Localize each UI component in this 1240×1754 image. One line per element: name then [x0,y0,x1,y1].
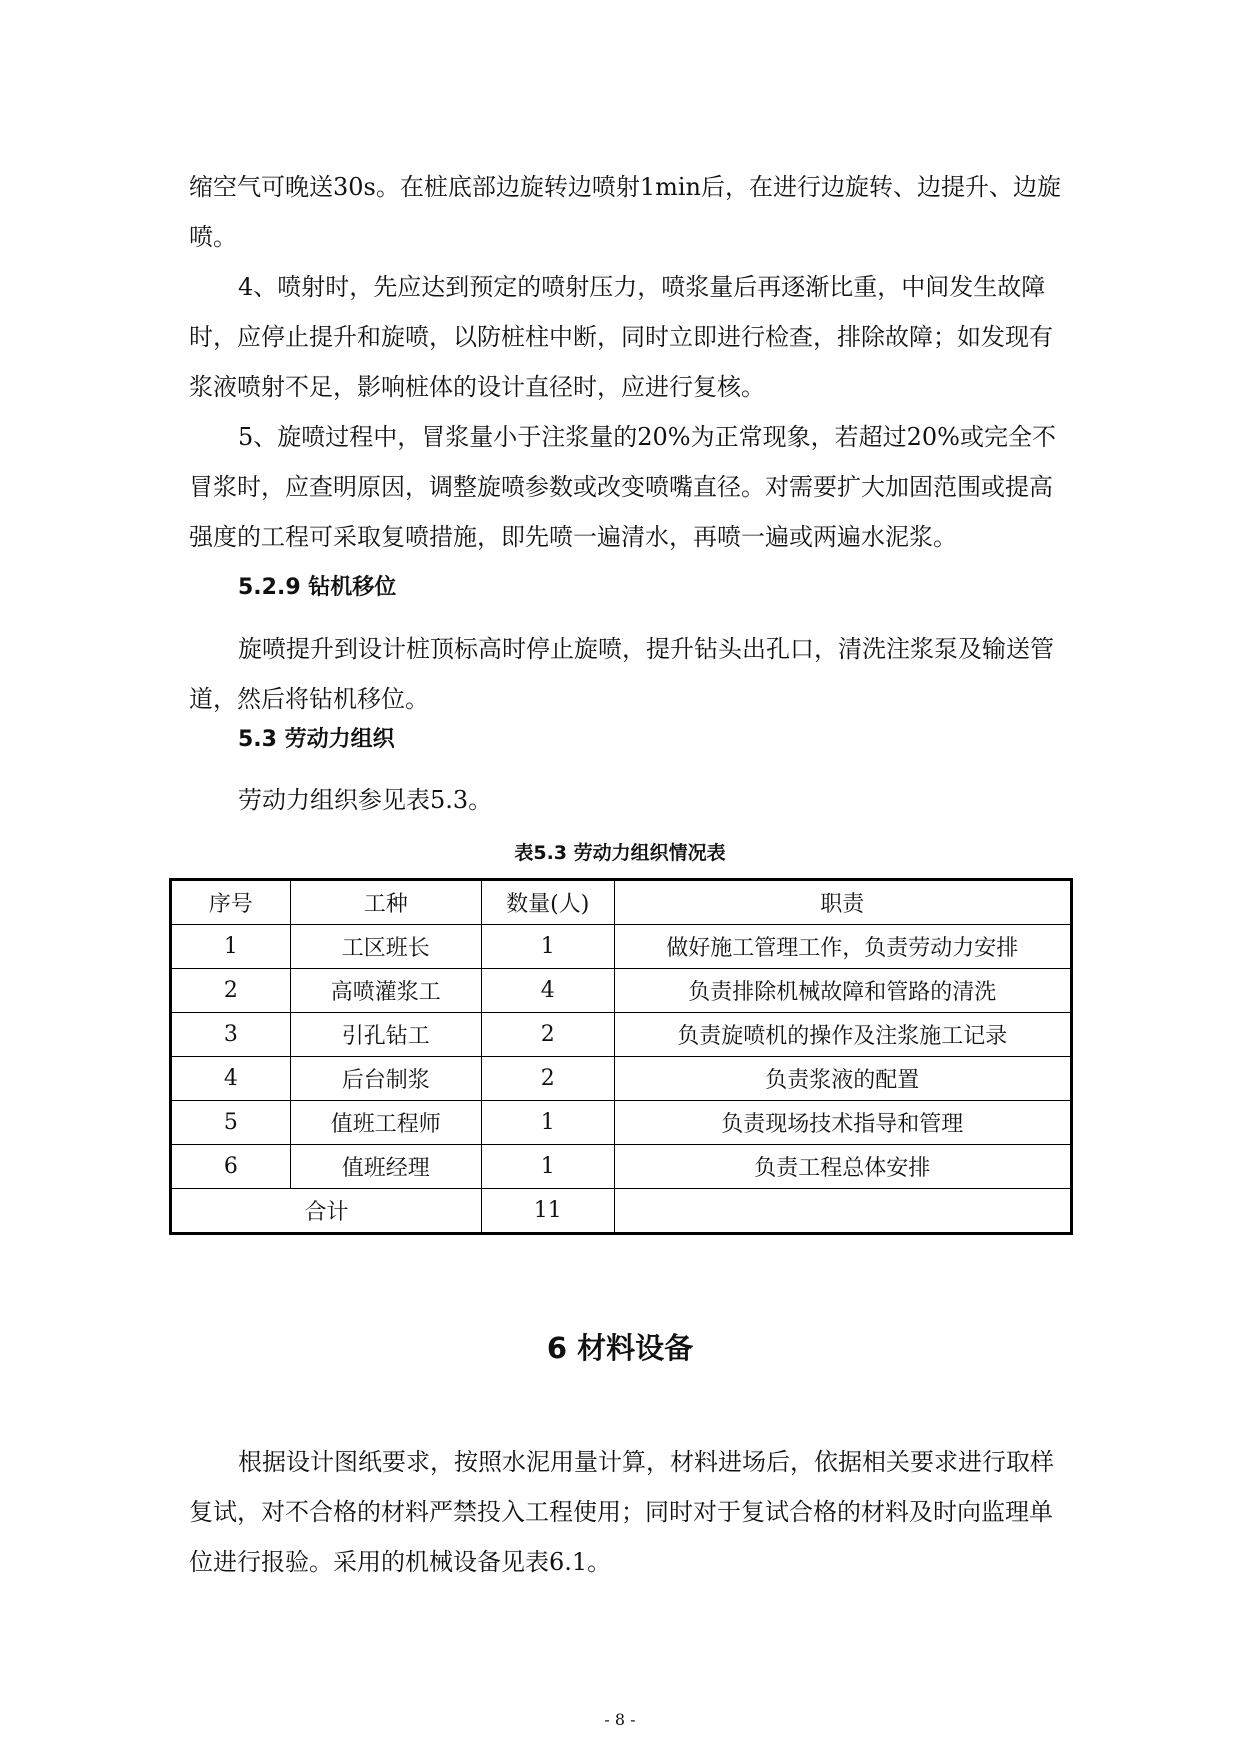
paragraph-step-4: 4、喷射时，先应达到预定的喷射压力，喷浆量后再逐渐比重，中间发生故障时，应停止提升和旋喷，以防桩柱中断，同时立即进行检查，排除故障；如发现有浆液喷射不足，影响桩体的设计直径时，应进行复核。 [189,273,1053,401]
cell-serial: 2 [171,969,291,1013]
table-row [171,1057,1072,1101]
header-duty: 职责 [614,880,1071,925]
cell-serial: 5 [171,1101,291,1145]
table-row [171,1145,1072,1189]
table-row [171,1013,1072,1057]
cell-trade: 后台制浆 [290,1057,481,1101]
cell-duty: 负责工程总体安排 [614,1145,1071,1189]
header-trade: 工种 [290,880,481,925]
cell-quantity: 1 [481,1145,614,1189]
cell-trade: 高喷灌浆工 [290,969,481,1013]
cell-total-label: 合计 [171,1189,482,1234]
paragraph-rig-relocation: 旋喷提升到设计桩顶标高时停止旋喷，提升钻头出孔口，清洗注浆泵及输送管道，然后将钻机移位。 [189,635,1054,713]
table-total-row [171,1189,1072,1234]
cell-trade: 值班经理 [290,1145,481,1189]
cell-total-duty [614,1189,1071,1234]
cell-serial: 3 [171,1013,291,1057]
cell-duty: 负责浆液的配置 [614,1057,1071,1101]
heading-5-2-9: 5.2.9 钻机移位 [238,575,397,600]
table-header-row [171,880,1072,925]
labor-organization-table [169,878,1073,1235]
table-caption: 表5.3 劳动力组织情况表 [514,842,726,864]
cell-serial: 1 [171,925,291,969]
cell-total-value: 11 [481,1189,614,1234]
paragraph-step-5: 5、旋喷过程中，冒浆量小于注浆量的20%为正常现象，若超过20%或完全不冒浆时，应查明原因，调整旋喷参数或改变喷嘴直径。对需要扩大加固范围或提高强度的工程可采取复喷措施，即先喷一遍清水，再喷一遍或两遍水泥浆。 [189,423,1056,551]
cell-trade: 引孔钻工 [290,1013,481,1057]
cell-serial: 4 [171,1057,291,1101]
cell-duty: 负责旋喷机的操作及注浆施工记录 [614,1013,1071,1057]
header-serial: 序号 [171,880,291,925]
table-row [171,1101,1072,1145]
chapter-title: 6 材料设备 [546,1331,694,1365]
paragraph-labor-reference: 劳动力组织参见表5.3。 [238,786,493,814]
cell-serial: 6 [171,1145,291,1189]
cell-trade: 工区班长 [290,925,481,969]
page-number: - 8 - [604,1710,636,1729]
cell-duty: 负责排除机械故障和管路的清洗 [614,969,1071,1013]
heading-5-3: 5.3 劳动力组织 [238,727,395,752]
cell-quantity: 2 [481,1057,614,1101]
cell-duty: 负责现场技术指导和管理 [614,1101,1071,1145]
cell-quantity: 1 [481,1101,614,1145]
paragraph-materials: 根据设计图纸要求，按照水泥用量计算，材料进场后，依据相关要求进行取样复试，对不合格的材料严禁投入工程使用；同时对于复试合格的材料及时向监理单位进行报验。采用的机械设备见表6.1。 [189,1448,1054,1576]
paragraph-jet-timing: 缩空气可晚送30s。在桩底部边旋转边喷射1min后，在进行边旋转、边提升、边旋喷。 [189,173,1062,251]
header-quantity: 数量(人) [481,880,614,925]
cell-trade: 值班工程师 [290,1101,481,1145]
table-row [171,969,1072,1013]
cell-duty: 做好施工管理工作，负责劳动力安排 [614,925,1071,969]
cell-quantity: 4 [481,969,614,1013]
cell-quantity: 1 [481,925,614,969]
cell-quantity: 2 [481,1013,614,1057]
table-row [171,925,1072,969]
